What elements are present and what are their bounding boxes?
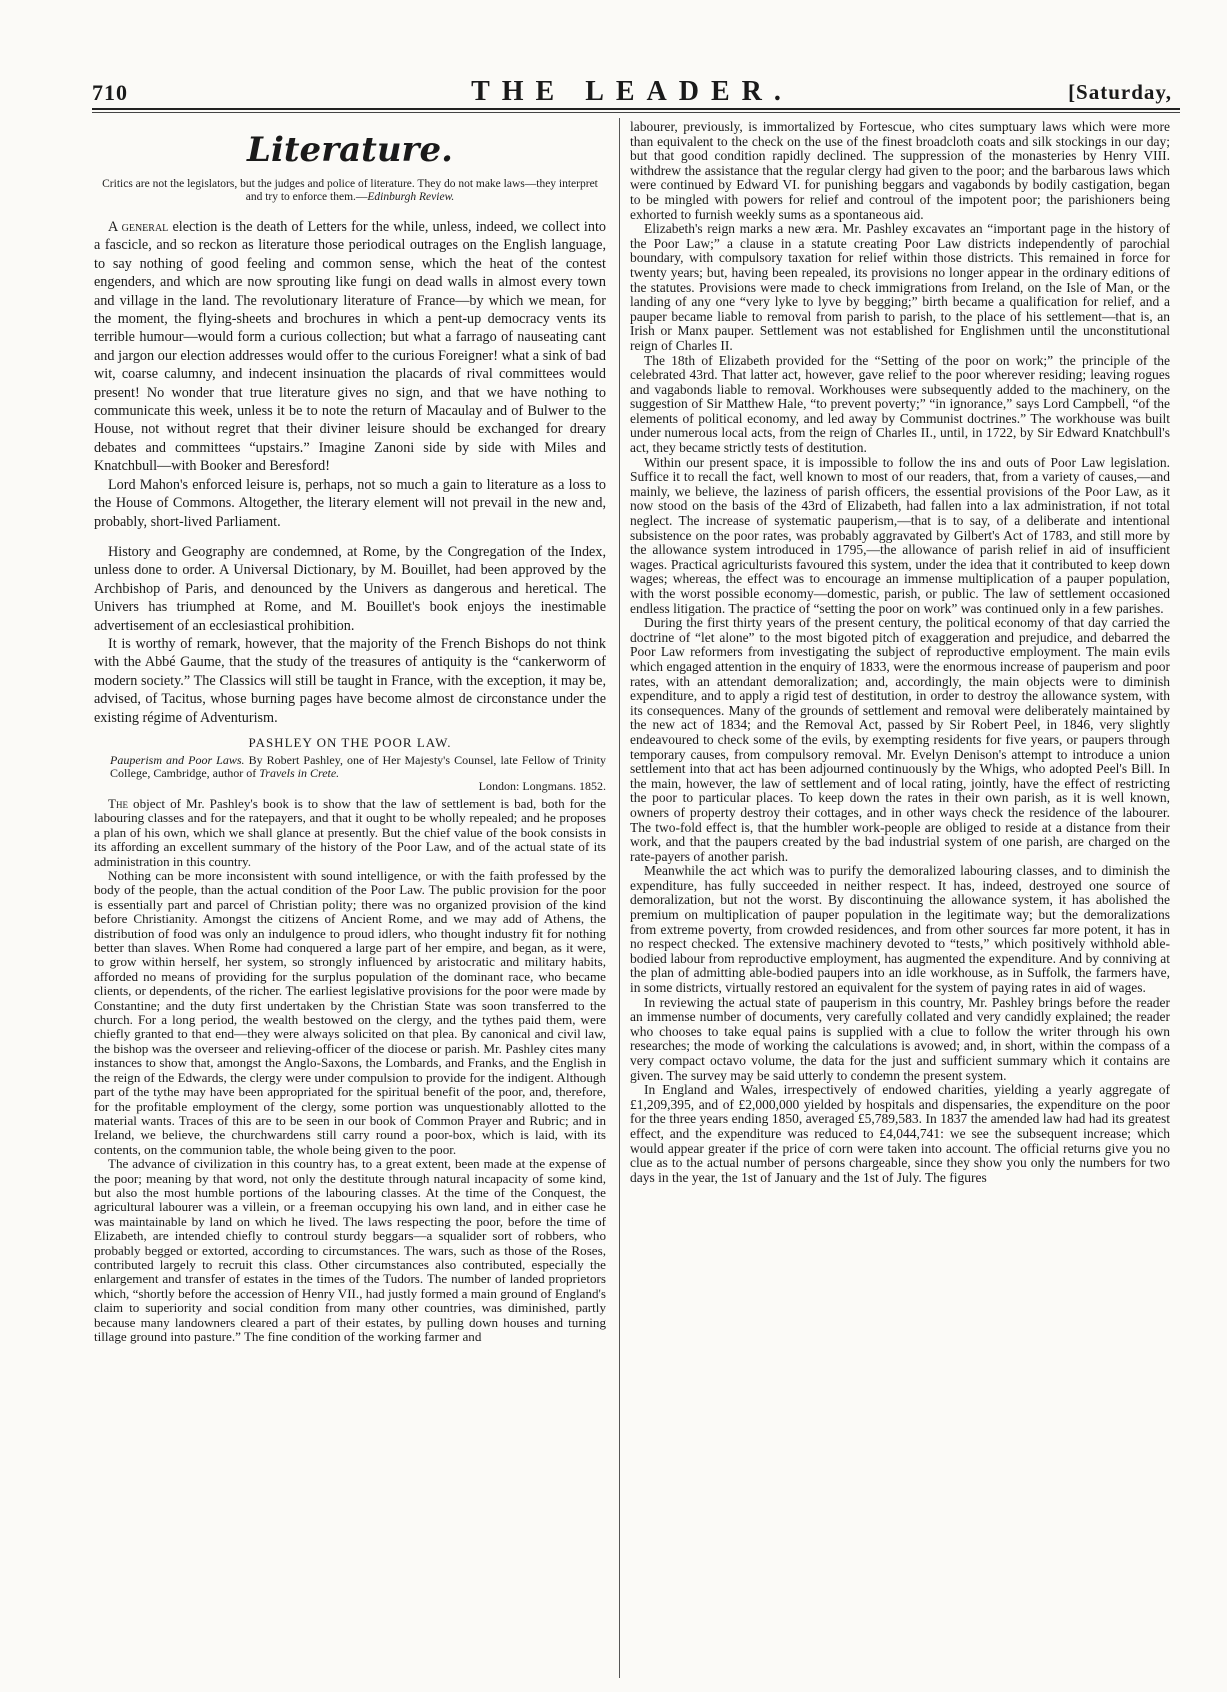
paragraph-text: election is the death of Letters for the while, unless, indeed, we collect into a fascicle, and so reckon as literature those periodical outrages on the English language, to say nothing of good feeling and common sense, which the heat of the contest engenders, and which are now sprouting like fungi on dead walls in almost every town and village in the land. The revolutionary literature of France—by which we mean, for the moment, the flying-sheets and brochures in which a pent-up democracy vents its terrible humour—would form a curious collection; but what a farrago of nauseating cant and jargon our election addresses would offer to the curious Foreigner! what a sink of bad wit, coarse calumny, and indecent insinuation the placards of rival committees would present! No wonder that true literature gives no sign, and that we have nothing to communicate this week, unless it be to note the return of Macaulay and of Bulwer to the House, not without regret that their diviner leisure should be exchanged for dreary debates and committees “upstairs.” Imagine Zanoni side by side with Miles and Knatchbull—with Booker and Beresford! (94, 219, 606, 475)
paragraph: Lord Mahon's enforced leisure is, perhaps, not so much a gain to literature as a loss to the House of Commons. Altogether, the literary element will not prevail in the new and, probably, short-lived Parliament. (94, 476, 606, 530)
book-author: By Robert Pashley, one of Her Majesty's Counsel, late Fellow of Trinity College, Cambridge, author of (110, 752, 606, 780)
epigraph (94, 178, 606, 204)
paragraph (94, 797, 606, 869)
paragraph: It is worthy of remark, however, that the majority of the French Bishops do not think with the Abbé Gaume, that the study of the treasures of antiquity is the “cankerworm of modern society.” The Classics will still be taught in France, with the exception, it may be, advised, of Tacitus, whose burning pages have become almost de circonstance under the existing régime of Adventurism. (94, 635, 606, 726)
paragraph: Meanwhile the act which was to purify the demoralized labouring classes, and to diminish the expenditure, has fully succeeded in neither respect. It has, indeed, destroyed one source of demoralization, but not the worst. By discontinuing the allowance system, it has abolished the premium on multiplication of pauper population in the legitimate way; but the demoralizations from extreme poverty, from crowded residences, and from other sources far more potent, it has in no respect checked. The extensive machinery devoted to “tests,” which positively withhold able-bodied labour from reproductive employment, has augmented the expenditure. And by conniving at the plan of admitting able-bodied paupers into an idle workhouse, as in Suffolk, the farmers have, in some districts, virtually restored an equivalent for the system of paying rates in aid of wages. (630, 863, 1170, 996)
paragraph: History and Geography are condemned, at Rome, by the Congregation of the Index, unless done to order. A Universal Dictionary, by M. Bouillet, had been approved by the Archbishop of Paris, and denounced by the Univers as dangerous and heretical. The Univers has triumphed at Rome, and M. Bouillet's book enjoys the inestimable advertisement of an ecclesiastical prohibition. (94, 543, 606, 634)
publisher-line: London: Longmans. 1852. (478, 778, 606, 793)
paragraph: Nothing can be more inconsistent with sound intelligence, or with the faith professed by the body of the people, than the actual condition of the Poor Law. The public provision for the poor is essentially part and parcel of Christian polity; there was no organized provision of the kind before Christianity. Amongst the citizens of Ancient Rome, and we may add of Athens, the distribution of food was only an indulgence to proud idlers, who thought industry fit for nothing better than slaves. When Rome had conquered a large part of her empire, and began, as it were, to grow within herself, her system, so strongly influenced by aristocratic and military habits, afforded no means of providing for the surplus population of the dominant race, who became clients, or dependents, of the richer. The earliest legislative provisions for the poor were made by Constantine; and the duty first undertaken by the Christian State was soon transferred to the church. For a long period, the wealth bestowed on the clergy, and the tythes paid them, were chiefly granted to that end—they were always solicited on that plea. By canonical and civil law, the bishop was the overseer and relieving-officer of the diocese or parish. Mr. Pashley cites many instances to show that, amongst the Anglo-Saxons, the Lombards, and Franks, and the English in the reign of the Edwards, the clergy were under compulsion to provide for the indigent. Although part of the tythe may have been appropriated for the spiritual benefit of the poor, and, therefore, for the profitable employment of the clergy, some portion was unquestionably allotted to the material wants. Traces of this are to be seen in our book of Common Prayer and Rubric; and in Ireland, we believe, the churchwardens still carry round a poor-box, which is laid, with its contents, on the communion table, the whole being given to the poor. (94, 868, 606, 1157)
review-body (94, 797, 606, 1344)
paragraph: The 18th of Elizabeth provided for the “Setting of the poor on work;” the principle of the celebrated 43rd. That latter act, however, gave relief to the poor wherever residing; leaving rogues and vagabonds liable to removal. Workhouses were subsequently added to the machinery, on the suggestion of Sir Matthew Hale, “to prevent poverty;” “in ignorance,” says Lord Campbell, “of the elements of political economy, and led away by Communist doctrines.” The workhouse was built under numerous local acts, from the reign of Charles II., until, in 1722, by Sir Edward Knatchbull's act, they became strictly tests of destitution. (630, 352, 1170, 456)
paragraph: During the first thirty years of the present century, the political economy of that day carried the doctrine of “let alone” to the most bigoted pitch of exaggeration and prejudice, and debarred the Poor Law reformers from investigating the subject of reproductive employment. The main evils which engaged attention in the enquiry of 1833, were the enormous increase of pauperism and poor rates, with an attendant demoralization; and, accordingly, the main objects were to diminish expenditure, and to apply a rigid test of destitution, in order to destroy the allowance system, with its consequences. Many of the grounds of settlement and removal were deliberately maintained by the new act of 1834; and the Removal Act, passed by Sir Robert Peel, in 1846, very slightly endeavoured to check some of the evils, by exempting residents for five years, or paupers through temporary causes, from compulsory removal. Mr. Evelyn Denison's attempt to introduce a union settlement into that act has been adjourned continuously by the Whigs, who adopted Peel's Bill. In the main, however, the law of settlement and of local rating, jointly, have the effect of restricting the poor to particular places. To keep down the rates in their own parish, as it is well known, owners of property destroy their cottages, and in other ways check the residence of the labourer. The two-fold effect is, that the humbler work-people are obliged to reside at a distance from their work, and that the paupers created by the bad industrial system of one parish, are charged on the rate-payers of another parish. (630, 615, 1170, 864)
review-title: PASHLEY ON THE POOR LAW. (248, 734, 452, 750)
paragraph: The advance of civilization in this country has, to a great extent, been made at the expense of the poor; meaning by that word, not only the destitute through natural incapacity of some kind, but also the most humble portions of the labouring classes. At the time of the Conquest, the agricultural labourer was a villein, or a freeman occupying his own land, and in either case he was maintainable by land on which he lived. The laws respecting the poor, before the time of Elizabeth, are intended chiefly to controul sturdy beggars—a squalider sort of robbers, who probably begged or extorted, according to circumstances. The wars, such as those of the Roses, contributed largely to recruit this class. Other circumstances also contributed, especially the enlargement and transfer of estates in the times of the Tudors. The number of landed proprietors which, “shortly before the accession of Henry VII., had justly formed a main ground of England's claim to superiority and social condition from many other countries, was diminished, partly because many landowners cleared a part of their estates, by pulling down houses and turning tillage ground into pasture.” The fine condition of the working farmer and (94, 1156, 606, 1344)
header-rule-thin (92, 112, 1180, 113)
paragraph: In England and Wales, irrespectively of endowed charities, yielding a yearly aggregate of £1,209,395, and of £2,000,000 yielded by hospitals and dispensaries, the expenditure on the poor for the three years ending 1850, averaged £5,789,583. In 1837 the amended law had had its greatest effect, and the expenditure was reduced to £4,044,741: we see the subsequent increase; which would appear greater if the price of corn were taken into account. The official returns give you no clue as to the actual number of persons chargeable, since they show you only the numbers for two days in the year, the 1st of January and the 1st of July. The figures (630, 1082, 1170, 1185)
header-rule (92, 108, 1180, 110)
book-title: Pauperism and Poor Laws. (110, 752, 245, 767)
literary-notes (94, 218, 606, 727)
epigraph-source: Edinburgh Review. (367, 191, 455, 203)
paragraph-text: object of Mr. Pashley's book is to show that the law of settlement is bad, both for the labouring classes and for the ratepayers, and that it ought to be wholly repealed; and he proposes a plan of his own, which we shall glance at presently. But the chief value of the book consists in its affording an excellent summary of the history of the Poor Law, and of the actual state of its administration in this country. (94, 795, 606, 869)
section-masthead: Literature. (247, 130, 453, 170)
lead-in: The (108, 795, 128, 811)
newspaper-title: THE LEADER. (471, 76, 793, 107)
issue-day: [Saturday, (1068, 80, 1172, 104)
section-gap (94, 531, 606, 543)
left-column (94, 120, 606, 1680)
paragraph: Elizabeth's reign marks a new æra. Mr. Pashley excavates an “important page in the history of the Poor Law;” a clause in a statute creating Poor Law districts independently of parochial boundary, with compulsory taxation for relief within those districts. This remained in force for twenty years; but, having been repealed, its provisions no longer appear in the ordinary editions of the statutes. Provisions were made to check immigrations from Ireland, on the Isle of Man, or the landing of any one “very lyke to lyve by begging;” birth became a qualification for relief, and a pauper became liable to removal from parish to parish, to the place of his settlement—that is, an Irish or Manx pauper. Settlement was not established for Englishmen until the unconstitutional reign of Charles II. (630, 221, 1170, 353)
page-number: 710 (92, 80, 128, 105)
column-divider (619, 118, 620, 1678)
paragraph: labourer, previously, is immortalized by Fortescue, who cites sumptuary laws which were more than equivalent to the check on the use of the finest broadcloth coats and silk stockings in our day; but that good condition rapidly declined. The suppression of the monasteries by Henry VIII. withdrew the assistance that the regular clergy had given to the poor; and the barbarous laws which were continued by Edward VI. for punishing beggars and vagabonds by bodily castigation, began to be mingled with powers for relief and controul of the impotent poor; the parishioners being exhorted to furnish weekly sums as a spontaneous aid. (630, 120, 1170, 222)
review-book-info (110, 754, 606, 793)
author-other-work: Travels in Crete. (259, 765, 340, 780)
right-column (630, 120, 1170, 1680)
paragraph: Within our present space, it is impossible to follow the ins and outs of Poor Law legislation. Suffice it to recall the fact, well known to most of our readers, that, from a variety of causes,—and mainly, we believe, the laziness of parish officers, the essential provisions of the Poor Law, as it now stood on the basis of the 43rd of Elizabeth, had fallen into a lax administration, if not total neglect. The increase of systematic pauperism,—that is to say, of a deliberate and intentional subsistence on the poor rates, was probably aggravated by Gilbert's Act of 1783, and still more by the allowance system introduced in 1795,—the allowance of parish relief in aid of insufficient wages. Practical agriculturists favoured this system, under the idea that it contributed to keep down wages; whereas, the effect was to encourage an immense multiplication of a pauper population, with the worst possible economy—domestic, parish, or public. The law of settlement occasioned endless litigation. The practice of “setting the poor on work” was continued only in a few parishes. (630, 454, 1170, 616)
paragraph (94, 218, 606, 476)
epigraph-text: Critics are not the legislators, but the judges and police of literature. They do not make laws—they interpret and try to enforce them.— (102, 178, 598, 203)
lead-in: A general (108, 219, 169, 235)
running-header (92, 74, 1172, 110)
paragraph: In reviewing the actual state of pauperism in this country, Mr. Pashley brings before the reader an immense number of documents, very carefully collated and very candidly explained; the reader who chooses to take equal pains is supplied with a clue to follow the writer through his own researches; the mode of working the calculations is avowed; and, in short, within the compass of a very compact octavo volume, the data for the just and sufficient summary which it contains are given. The survey may be said utterly to condemn the present system. (630, 994, 1170, 1083)
